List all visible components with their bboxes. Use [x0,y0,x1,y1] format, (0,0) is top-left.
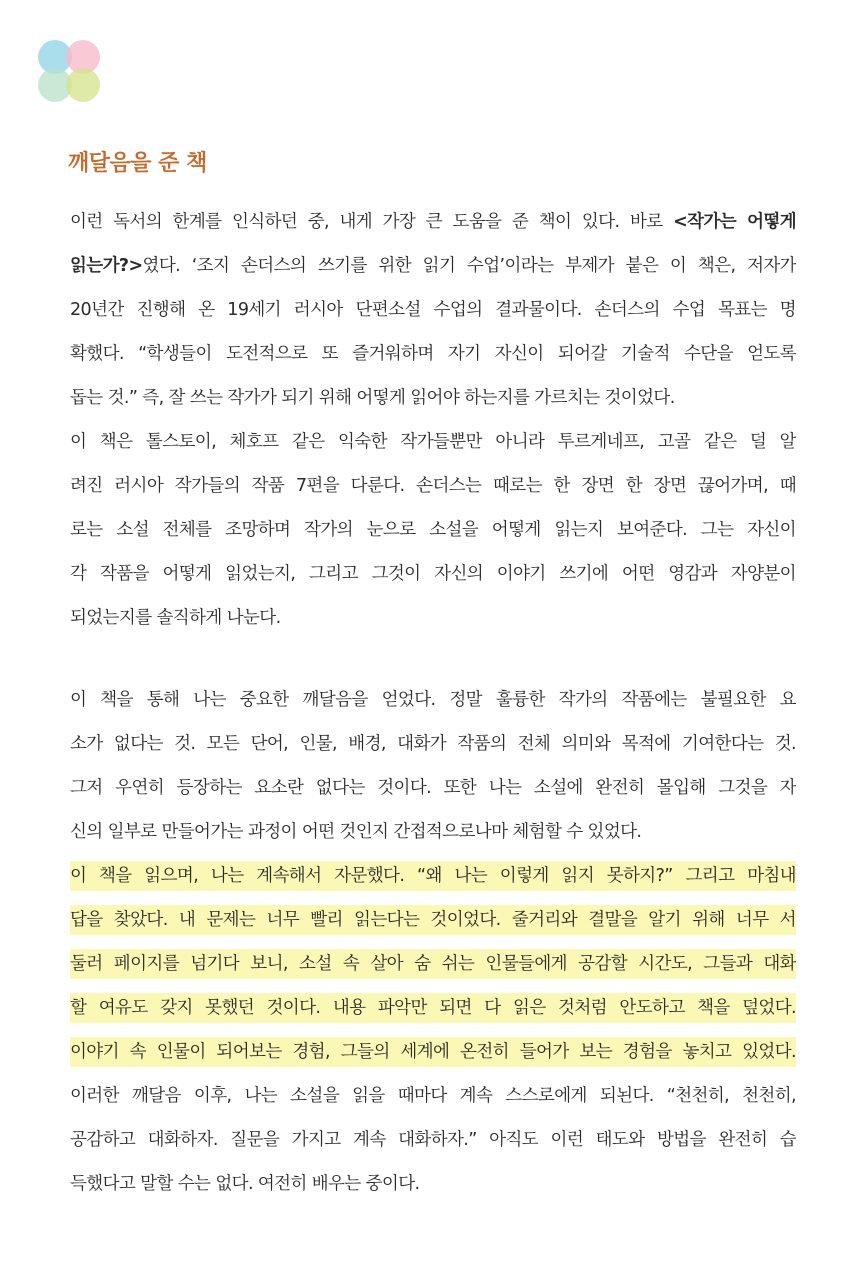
text-line [70,508,796,552]
text-line [70,332,796,376]
text-line [70,678,796,722]
text-line [70,420,796,464]
text-line-content: 이 책을 읽으며, 나는 계속해서 자문했다. “왜 나는 이렇게 읽지 못하지?” 그리고 마침내 [70,866,796,886]
text-line-content: 공감하고 대화하자. 질문을 가지고 계속 대화하자.” 아직도 이런 태도와 방법을 완전히 습 [70,1130,796,1150]
highlighted-text-line [70,1030,796,1074]
text-line-content: 20년간 진행해 온 19세기 러시아 단편소설 수업의 결과물이다. 손더스의 수업 목표는 명 [70,300,796,320]
text-line-content: 소가 없다는 것. 모든 단어, 인물, 배경, 대화가 작품의 전체 의미와 목적에 기여한다는 것. [70,734,796,754]
text-line [70,464,796,508]
text-line [70,810,796,854]
text-line-content: 각 작품을 어떻게 읽었는지, 그리고 그것이 자신의 이야기 쓰기에 어떤 영감과 자양분이 [70,564,796,584]
text-line-content: 그저 우연히 등장하는 요소란 없다는 것이다. 또한 나는 소설에 완전히 몰입해 그것을 자 [70,778,796,798]
text-line-content: 돕는 것.” 즉, 잘 쓰는 작가가 되기 위해 어떻게 읽어야 하는지를 가르치는 것이었다. [70,388,675,408]
text-line-start: 이런 독서의 한계를 인식하던 중, 내게 가장 큰 도움을 준 책이 있다. 바로 <작가는 어떻게 [70,212,796,232]
text-line-content: 이러한 깨달음 이후, 나는 소설을 읽을 때마다 계속 스스로에게 되뇐다. “천천히, 천천히, [70,1086,796,1106]
text-line [70,552,796,596]
text-line-content: 이 책은 톨스토이, 체호프 같은 익숙한 작가들뿐만 아니라 투르게네프, 고골 같은 덜 알 [70,432,796,452]
highlighted-text-line [70,898,796,942]
article-body [70,200,796,1206]
text-line [70,376,796,420]
section-heading: 깨달음을 준 책 [68,151,207,176]
text-line [70,288,796,332]
highlighted-text-line [70,854,796,898]
text-line-content: 로는 소설 전체를 조망하며 작가의 눈으로 소설을 어떻게 읽는지 보여준다. 그는 자신이 [70,520,796,540]
text-line [70,244,796,288]
text-line-content: 되었는지를 솔직하게 나눈다. [70,608,281,628]
text-line-content: 답을 찾았다. 내 문제는 너무 빨리 읽는다는 것이었다. 줄거리와 결말을 알기 위해 너무 서 [70,910,796,930]
text-line-content: 득했다고 말할 수는 없다. 여전히 배우는 중이다. [70,1174,420,1194]
four-circles-logo-icon [36,38,102,104]
text-line [70,1118,796,1162]
text-line-content: 이야기 속 인물이 되어보는 경험, 그들의 세계에 온전히 들어가 보는 경험을 놓치고 있었다. [70,1042,796,1062]
highlighted-text-line [70,986,796,1030]
text-line-content: 려진 러시아 작가들의 작품 7편을 다룬다. 손더스는 때로는 한 장면 한 장면 끊어가며, 때 [70,476,796,496]
text-line-content: 이 책을 통해 나는 중요한 깨달음을 얻었다. 정말 훌륭한 작가의 작품에는 불필요한 요 [70,690,796,710]
text-line-content: 신의 일부로 만들어가는 과정이 어떤 것인지 간접적으로나마 체험할 수 있었다. [70,822,642,842]
text-line [70,200,796,244]
text-line-content: 둘러 페이지를 넘기다 보니, 소설 속 살아 숨 쉬는 인물들에게 공감할 시간도, 그들과 대화 [70,954,796,974]
text-line-content: 할 여유도 갖지 못했던 것이다. 내용 파악만 되면 다 읽은 것처럼 안도하고 책을 덮었다. [70,998,796,1018]
text-line [70,766,796,810]
highlighted-text-line [70,942,796,986]
text-line [70,1162,796,1206]
text-line [70,722,796,766]
text-line [70,596,796,640]
text-line-content: 읽는가?>였다. ‘조지 손더스의 쓰기를 위한 읽기 수업’이라는 부제가 붙은 이 책은, 저자가 [70,256,796,276]
paragraph-gap [70,640,796,678]
text-line-content: 확했다. “학생들이 도전적으로 또 즐거워하며 자기 자신이 되어갈 기술적 수단을 얻도록 [70,344,796,364]
text-line [70,1074,796,1118]
